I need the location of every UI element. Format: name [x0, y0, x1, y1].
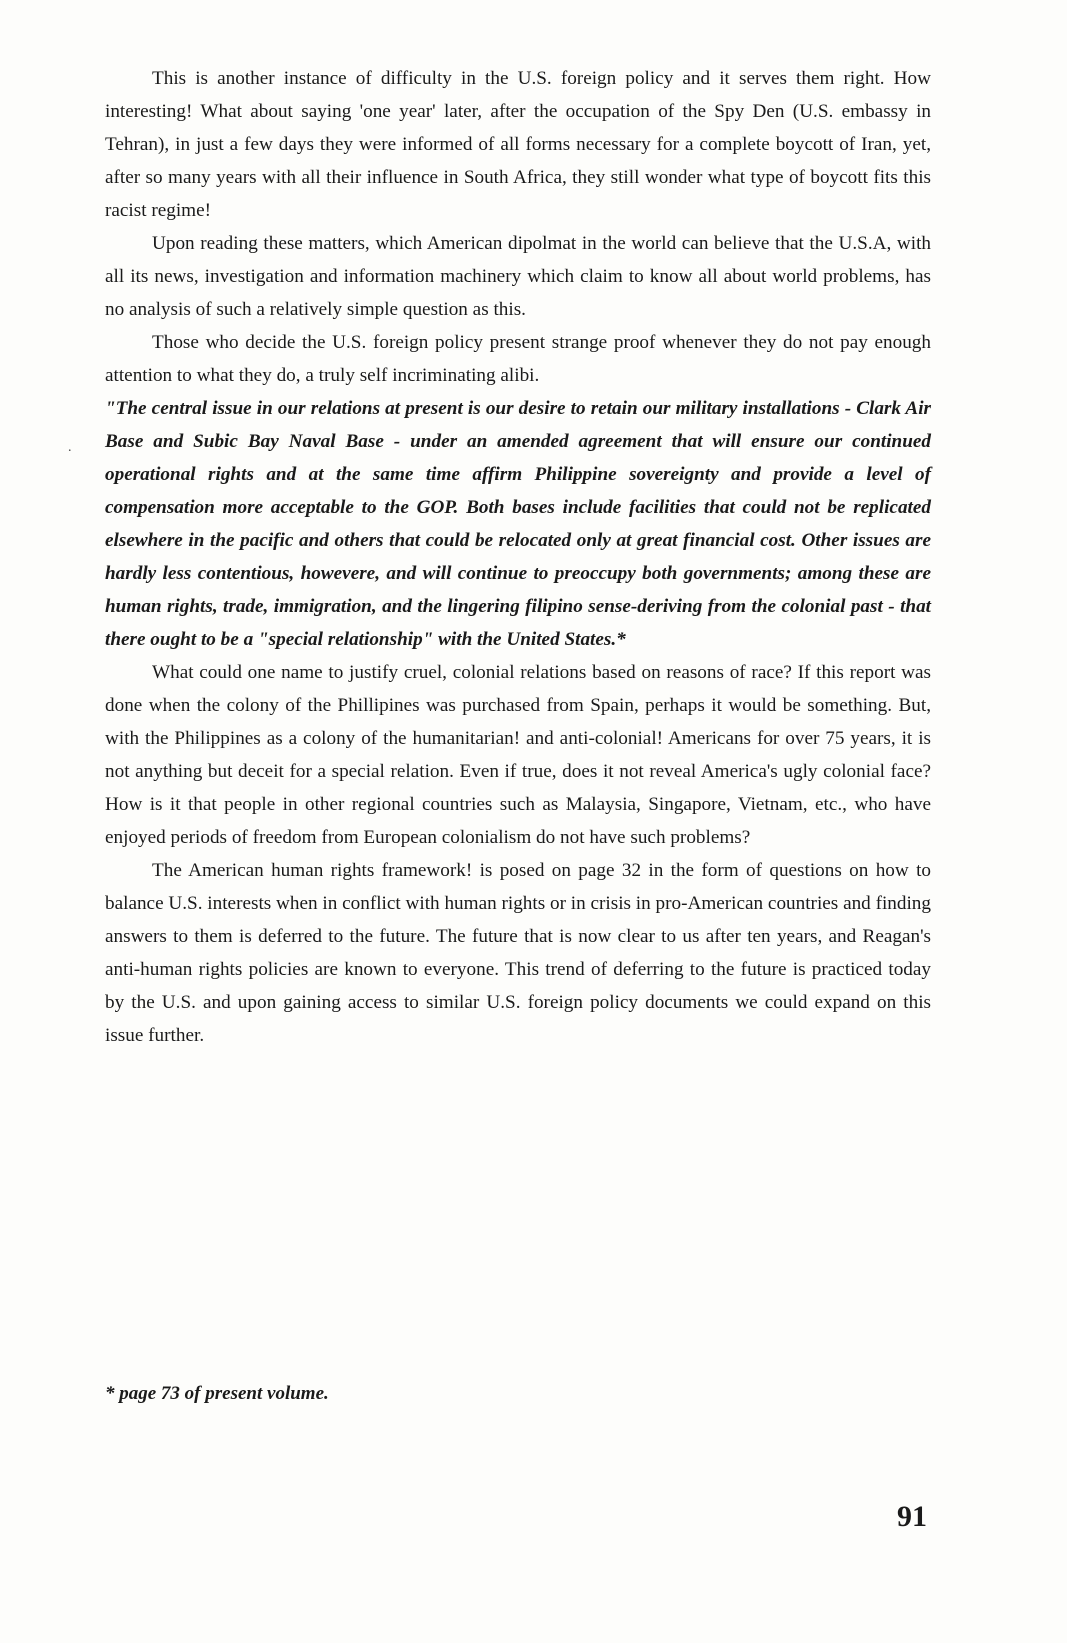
margin-mark: . — [68, 440, 72, 455]
body-text — [105, 62, 931, 1052]
block-quote: "The central issue in our relations at present is our desire to retain our military installations - Clark Air Base and Subic Bay Naval Base - under an amended agreement that will ensure our continued operational rights and at the same time affirm Philippine sovereignty and provide a level of compensation more acceptable to the GOP. Both bases include facilities that could not be replicated elsewhere in the pacific and others that could be relocated only at great financial cost. Other issues are hardly less contentious, howevere, and will continue to preoccupy both governments; among these are human rights, trade, immigration, and the lingering filipino sense-deriving from the colonial past - that there ought to be a "special relationship" with the United States.* — [105, 398, 931, 650]
paragraph: What could one name to justify cruel, colonial relations based on reasons of race? If this report was done when the colony of the Phillipines was purchased from Spain, perhaps it would be something. But, with the Philippines as a colony of the humanitarian! and anti-colonial! Americans for over 75 years, it is not anything but deceit for a special relation. Even if true, does it not reveal America's ugly colonial face? How is it that people in other regional countries such as Malaysia, Singapore, Vietnam, etc., who have enjoyed periods of freedom from European colonialism do not have such problems? — [105, 662, 931, 848]
paragraph: Those who decide the U.S. foreign policy present strange proof whenever they do not pay enough attention to what they do, a truly self incriminating alibi. — [105, 332, 931, 386]
paragraph: The American human rights framework! is posed on page 32 in the form of questions on how to balance U.S. interests when in conflict with human rights or in crisis in pro-American countries and finding answers to them is deferred to the future. The future that is now clear to us after ten years, and Reagan's anti-human rights policies are known to everyone. This trend of deferring to the future is practiced today by the U.S. and upon gaining access to similar U.S. foreign policy documents we could expand on this issue further. — [105, 860, 931, 1046]
footnote: * page 73 of present volume. — [105, 1383, 329, 1404]
paragraph: This is another instance of difficulty in the U.S. foreign policy and it serves them right. How interesting! What about saying 'one year' later, after the occupation of the Spy Den (U.S. embassy in Tehran), in just a few days they were informed of all forms necessary for a complete boycott of Iran, yet, after so many years with all their influence in South Africa, they still wonder what type of boycott fits this racist regime! — [105, 68, 931, 221]
paragraph: Upon reading these matters, which American dipolmat in the world can believe that the U.S.A, with all its news, investigation and information machinery which claim to know all about world problems, has no analysis of such a relatively simple question as this. — [105, 233, 931, 320]
page-number: 91 — [897, 1500, 927, 1533]
